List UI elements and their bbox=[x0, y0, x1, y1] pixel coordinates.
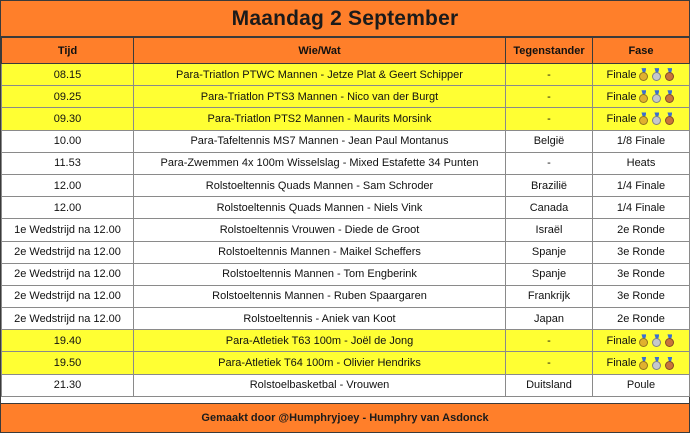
cell-wie-wat: Para-Atletiek T63 100m - Joël de Jong bbox=[134, 330, 506, 352]
cell-fase bbox=[593, 197, 690, 219]
cell-wie-wat: Para-Triatlon PTS3 Mannen - Nico van der Burgt bbox=[134, 86, 506, 108]
cell-wie-wat: Rolstoelbasketbal - Vrouwen bbox=[134, 374, 506, 396]
cell-tijd: 1e Wedstrijd na 12.00 bbox=[2, 219, 134, 241]
cell-fase bbox=[593, 64, 690, 86]
cell-fase bbox=[593, 108, 690, 130]
fase-label: 2e Ronde bbox=[617, 312, 665, 325]
cell-fase bbox=[593, 352, 690, 374]
table-header-row bbox=[2, 38, 690, 64]
table-row bbox=[2, 352, 690, 374]
column-header-wie-wat: Wie/Wat bbox=[134, 38, 506, 64]
cell-tijd: 09.25 bbox=[2, 86, 134, 108]
cell-fase bbox=[593, 174, 690, 196]
cell-wie-wat: Rolstoeltennis Quads Mannen - Niels Vink bbox=[134, 197, 506, 219]
cell-wie-wat: Rolstoeltennis Quads Mannen - Sam Schroder bbox=[134, 174, 506, 196]
cell-tegenstander: - bbox=[506, 86, 593, 108]
cell-wie-wat: Rolstoeltennis Mannen - Tom Engberink bbox=[134, 263, 506, 285]
table-row bbox=[2, 308, 690, 330]
cell-tegenstander: Duitsland bbox=[506, 374, 593, 396]
cell-wie-wat: Para-Tafeltennis MS7 Mannen - Jean Paul Montanus bbox=[134, 130, 506, 152]
bronze-medal-icon bbox=[664, 334, 675, 347]
fase-label: 3e Ronde bbox=[617, 290, 665, 303]
cell-wie-wat: Para-Zwemmen 4x 100m Wisselslag - Mixed Estafette 34 Punten bbox=[134, 152, 506, 174]
cell-fase bbox=[593, 308, 690, 330]
table-row bbox=[2, 285, 690, 307]
fase-label: 1/4 Finale bbox=[616, 201, 666, 214]
cell-tijd: 2e Wedstrijd na 12.00 bbox=[2, 263, 134, 285]
fase-label: 3e Ronde bbox=[617, 246, 665, 259]
cell-fase bbox=[593, 152, 690, 174]
silver-medal-icon bbox=[651, 334, 662, 347]
table-row bbox=[2, 108, 690, 130]
cell-tegenstander: Frankrijk bbox=[506, 285, 593, 307]
fase-label: 1/8 Finale bbox=[616, 135, 666, 148]
cell-fase bbox=[593, 263, 690, 285]
cell-tegenstander: - bbox=[506, 330, 593, 352]
column-header-tegenstander: Tegenstander bbox=[506, 38, 593, 64]
cell-wie-wat: Rolstoeltennis Vrouwen - Diede de Groot bbox=[134, 219, 506, 241]
cell-wie-wat: Para-Triatlon PTWC Mannen - Jetze Plat & Geert Schipper bbox=[134, 64, 506, 86]
cell-fase bbox=[593, 285, 690, 307]
gold-medal-icon bbox=[638, 68, 649, 81]
cell-fase bbox=[593, 241, 690, 263]
cell-tegenstander: Canada bbox=[506, 197, 593, 219]
table-row bbox=[2, 219, 690, 241]
cell-tegenstander: - bbox=[506, 152, 593, 174]
cell-tegenstander: Spanje bbox=[506, 241, 593, 263]
cell-wie-wat: Rolstoeltennis Mannen - Ruben Spaargaren bbox=[134, 285, 506, 307]
silver-medal-icon bbox=[651, 68, 662, 81]
cell-tegenstander: - bbox=[506, 64, 593, 86]
fase-label: 2e Ronde bbox=[617, 223, 665, 236]
cell-fase bbox=[593, 374, 690, 396]
fase-label: Finale bbox=[606, 90, 637, 103]
cell-fase bbox=[593, 130, 690, 152]
table-row bbox=[2, 130, 690, 152]
bronze-medal-icon bbox=[664, 68, 675, 81]
cell-tegenstander: Israël bbox=[506, 219, 593, 241]
gold-medal-icon bbox=[638, 112, 649, 125]
cell-tegenstander: Japan bbox=[506, 308, 593, 330]
cell-tijd: 10.00 bbox=[2, 130, 134, 152]
table-row bbox=[2, 152, 690, 174]
cell-wie-wat: Rolstoeltennis - Aniek van Koot bbox=[134, 308, 506, 330]
silver-medal-icon bbox=[651, 112, 662, 125]
cell-tijd: 2e Wedstrijd na 12.00 bbox=[2, 285, 134, 307]
schedule-rows bbox=[2, 64, 690, 397]
cell-fase bbox=[593, 219, 690, 241]
fase-label: Finale bbox=[606, 112, 637, 125]
schedule-table bbox=[1, 37, 690, 397]
cell-tijd: 19.40 bbox=[2, 330, 134, 352]
column-header-fase: Fase bbox=[593, 38, 690, 64]
fase-label: Heats bbox=[626, 157, 656, 170]
cell-wie-wat: Rolstoeltennis Mannen - Maikel Scheffers bbox=[134, 241, 506, 263]
gold-medal-icon bbox=[638, 357, 649, 370]
fase-label: 3e Ronde bbox=[617, 268, 665, 281]
table-row bbox=[2, 197, 690, 219]
cell-tijd: 12.00 bbox=[2, 197, 134, 219]
table-row bbox=[2, 86, 690, 108]
table-row bbox=[2, 263, 690, 285]
table-row bbox=[2, 374, 690, 396]
fase-label: Poule bbox=[626, 379, 656, 392]
fase-label: Finale bbox=[606, 334, 637, 347]
table-row bbox=[2, 241, 690, 263]
fase-label: Finale bbox=[606, 357, 637, 370]
cell-fase bbox=[593, 330, 690, 352]
table-row bbox=[2, 174, 690, 196]
silver-medal-icon bbox=[651, 357, 662, 370]
cell-tegenstander: - bbox=[506, 108, 593, 130]
cell-tijd: 09.30 bbox=[2, 108, 134, 130]
fase-label: Finale bbox=[606, 68, 637, 81]
cell-tijd: 19.50 bbox=[2, 352, 134, 374]
fase-label: 1/4 Finale bbox=[616, 179, 666, 192]
gold-medal-icon bbox=[638, 334, 649, 347]
cell-tegenstander: België bbox=[506, 130, 593, 152]
gold-medal-icon bbox=[638, 90, 649, 103]
cell-tijd: 21.30 bbox=[2, 374, 134, 396]
footer-credit: Gemaakt door @Humphryjoey - Humphry van Asdonck bbox=[1, 403, 689, 432]
cell-tijd: 12.00 bbox=[2, 174, 134, 196]
cell-wie-wat: Para-Atletiek T64 100m - Olivier Hendriks bbox=[134, 352, 506, 374]
bronze-medal-icon bbox=[664, 90, 675, 103]
cell-tijd: 08.15 bbox=[2, 64, 134, 86]
cell-fase bbox=[593, 86, 690, 108]
silver-medal-icon bbox=[651, 90, 662, 103]
column-header-tijd: Tijd bbox=[2, 38, 134, 64]
cell-tijd: 2e Wedstrijd na 12.00 bbox=[2, 308, 134, 330]
cell-tijd: 11.53 bbox=[2, 152, 134, 174]
cell-wie-wat: Para-Triatlon PTS2 Mannen - Maurits Morsink bbox=[134, 108, 506, 130]
table-row bbox=[2, 330, 690, 352]
page-title: Maandag 2 September bbox=[1, 1, 689, 37]
bronze-medal-icon bbox=[664, 112, 675, 125]
cell-tegenstander: - bbox=[506, 352, 593, 374]
table-row bbox=[2, 64, 690, 86]
bronze-medal-icon bbox=[664, 357, 675, 370]
cell-tegenstander: Brazilië bbox=[506, 174, 593, 196]
cell-tijd: 2e Wedstrijd na 12.00 bbox=[2, 241, 134, 263]
cell-tegenstander: Spanje bbox=[506, 263, 593, 285]
